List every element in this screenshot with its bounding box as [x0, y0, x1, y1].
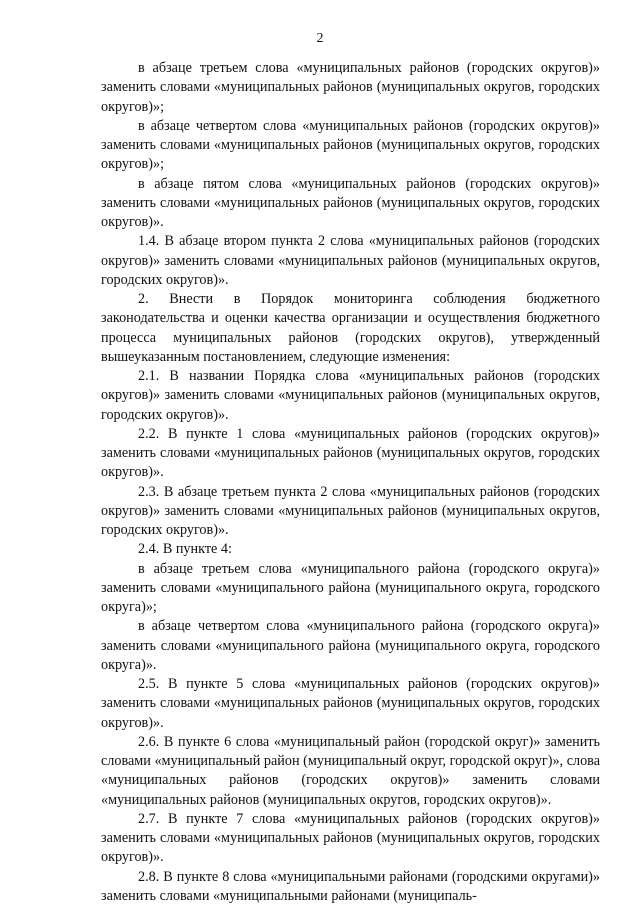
paragraph: в абзаце четвертом слова «муниципального района (городского округа)» заменить словами «муниципального района (муниципального округа, городского округа)». [101, 617, 600, 675]
paragraph: в абзаце пятом слова «муниципальных районов (городских округов)» заменить словами «муниципальных районов (муниципальных округов, городских округов)». [101, 175, 600, 233]
paragraph: 2.4. В пункте 4: [101, 540, 600, 559]
paragraph: 2.2. В пункте 1 слова «муниципальных районов (городских округов)» заменить словами «муниципальных районов (муниципальных округов, городских округов)». [101, 425, 600, 483]
paragraph: в абзаце четвертом слова «муниципальных районов (городских округов)» заменить словами «муниципальных районов (муниципальных округов, городских округов)»; [101, 117, 600, 175]
paragraph: 2.5. В пункте 5 слова «муниципальных районов (городских округов)» заменить словами «муниципальных районов (муниципальных округов, городских округов)». [101, 675, 600, 733]
paragraph: 2.6. В пункте 6 слова «муниципальный район (городской округ)» заменить словами «муниципальный район (муниципальный округ, городской округ)», слова «муниципальных районов (городских округов)» заменить словами «муниципальных районов (муниципальных округов, городских округов)». [101, 733, 600, 810]
paragraph: 2.8. В пункте 8 слова «муниципальными районами (городскими округами)» заменить словами «муниципальными районами (муниципаль- [101, 868, 600, 906]
paragraph: в абзаце третьем слова «муниципального района (городского округа)» заменить словами «муниципального района (муниципального округа, городского округа)»; [101, 560, 600, 618]
paragraph: 2.1. В названии Порядка слова «муниципальных районов (городских округов)» заменить словами «муниципальных районов (муниципальных округов, городских округов)». [101, 367, 600, 425]
document-body [101, 59, 600, 906]
paragraph: в абзаце третьем слова «муниципальных районов (городских округов)» заменить словами «муниципальных районов (муниципальных округов, городских округов)»; [101, 59, 600, 117]
paragraph: 2.7. В пункте 7 слова «муниципальных районов (городских округов)» заменить словами «муниципальных районов (муниципальных округов, городских округов)». [101, 810, 600, 868]
paragraph: 2.3. В абзаце третьем пункта 2 слова «муниципальных районов (городских округов)» заменить словами «муниципальных районов (муниципальных округов, городских округов)». [101, 483, 600, 541]
page-number: 2 [0, 31, 640, 47]
paragraph: 1.4. В абзаце втором пункта 2 слова «муниципальных районов (городских округов)» заменить словами «муниципальных районов (муниципальных округов, городских округов)». [101, 232, 600, 290]
paragraph: 2. Внести в Порядок мониторинга соблюдения бюджетного законодательства и оценки качества организации и осуществления бюджетного процесса муниципальных районов (городских округов), утвержденный вышеуказанным постановлением, следующие изменения: [101, 290, 600, 367]
